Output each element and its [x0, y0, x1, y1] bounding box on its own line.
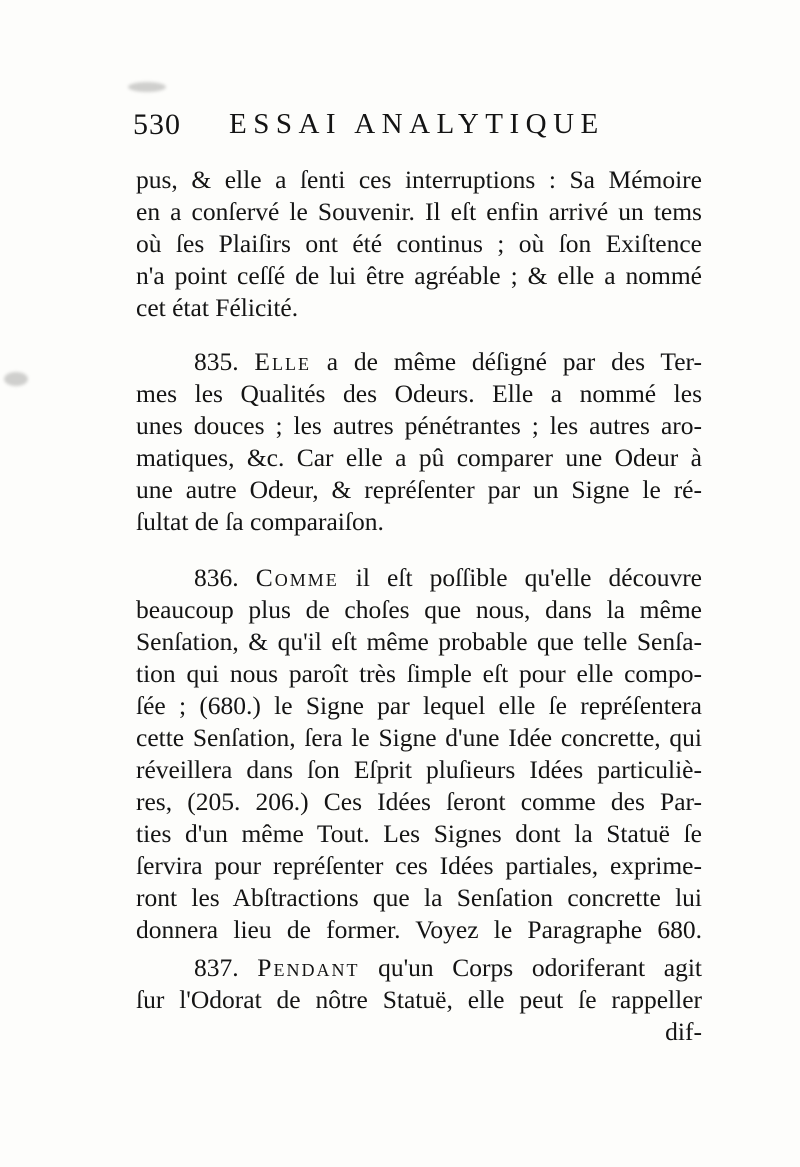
- text-line: Senſation, & qu'il eſt même probable que telle Senſa-: [136, 627, 702, 656]
- paragraph-number: 836.: [194, 563, 239, 592]
- text-line-first: 836. Comme il eſt poſſible qu'elle découvre: [194, 563, 702, 592]
- ink-smudge-margin: [4, 372, 28, 386]
- paragraph-837: [136, 952, 702, 1048]
- text-line-first: 835. Elle a de même déſigné par des Ter-: [194, 347, 702, 376]
- text-line: pus, & elle a ſenti ces interruptions : Sa Mémoire: [136, 165, 702, 194]
- text-line: unes douces ; les autres pénétrantes ; les autres aro-: [136, 411, 702, 440]
- paragraph-number: 835.: [194, 347, 239, 376]
- page-header: [133, 108, 653, 148]
- text-line: beaucoup plus de choſes que nous, dans la même: [136, 595, 702, 624]
- text-line: cet état Félicité.: [136, 293, 299, 322]
- catchword: dif-: [665, 1017, 702, 1046]
- ink-smudge-top: [128, 82, 166, 92]
- text-line: ties d'un même Tout. Les Signes dont la Statuë ſe: [136, 819, 702, 848]
- lead-word: Elle: [254, 347, 311, 376]
- text-line: ront les Abſtractions que la Senſation concrette lui: [136, 883, 702, 912]
- text-line: cette Senſation, ſera le Signe d'une Idée concrette, qui: [136, 723, 702, 752]
- text-line: ſultat de ſa comparaiſon.: [136, 507, 384, 536]
- text-line: n'a point ceſſé de lui être agréable ; & elle a nommé: [136, 261, 702, 290]
- text-line: donnera lieu de former. Voyez le Paragraphe 680.: [136, 915, 702, 944]
- paragraph-continuation: [136, 164, 702, 324]
- paragraph-number: 837.: [194, 953, 239, 982]
- text-line: matiques, &c. Car elle a pû comparer une Odeur à: [136, 443, 702, 472]
- text-line: tion qui nous paroît très ſimple eſt pour elle compo-: [136, 659, 702, 688]
- text-line-first: 837. Pendant qu'un Corps odoriferant agit: [194, 953, 703, 982]
- page-number: 530: [133, 108, 181, 141]
- text-line: où ſes Plaiſirs ont été continus ; où ſon Exiſtence: [136, 229, 702, 258]
- lead-word: Pendant: [257, 953, 360, 982]
- text-line: une autre Odeur, & repréſenter par un Signe le ré-: [136, 475, 702, 504]
- text-line: ſée ; (680.) le Signe par lequel elle ſe repréſentera: [136, 691, 702, 720]
- text-line: en a conſervé le Souvenir. Il eſt enfin arrivé un tems: [136, 197, 702, 226]
- lead-word: Comme: [255, 563, 339, 592]
- running-title: ESSAI ANALYTIQUE: [229, 108, 605, 140]
- text-line: res, (205. 206.) Ces Idées ſeront comme des Par-: [136, 787, 702, 816]
- text-line: mes les Qualités des Odeurs. Elle a nommé les: [136, 379, 702, 408]
- text-line: ſur l'Odorat de nôtre Statuë, elle peut ſe rappeller: [136, 985, 702, 1014]
- paragraph-836: [136, 562, 702, 946]
- text-line: réveillera dans ſon Eſprit pluſieurs Idées particuliè-: [136, 755, 702, 784]
- paragraph-835: [136, 346, 702, 538]
- text-line: ſervira pour repréſenter ces Idées partiales, exprime-: [136, 851, 702, 880]
